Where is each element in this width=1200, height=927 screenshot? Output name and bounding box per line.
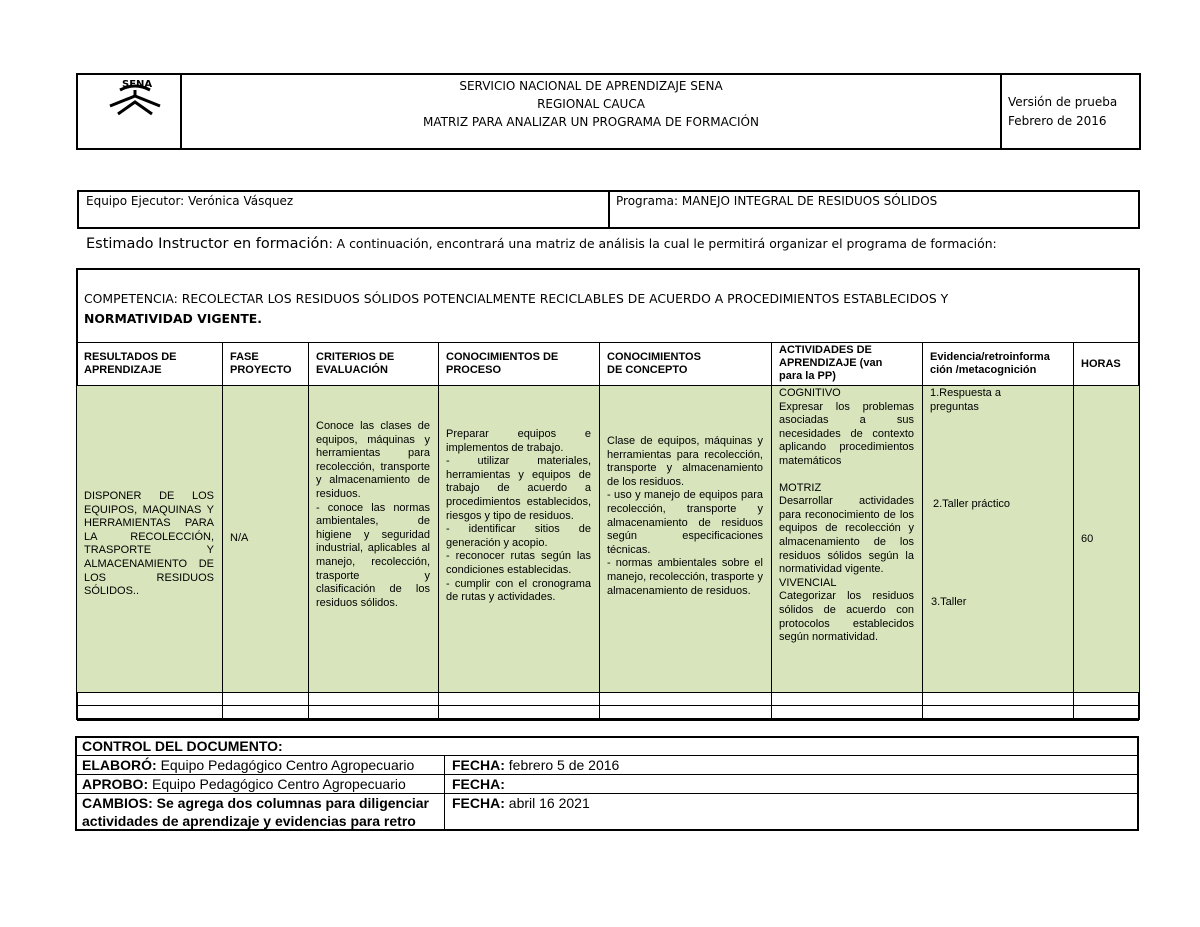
header-divider-right	[1000, 73, 1002, 150]
criterio-1: Conoce las clases de equipos, máquinas y herramientas para recolección, transporte y almacenamiento de residuos.	[316, 420, 430, 500]
cell-proceso	[446, 428, 591, 605]
col-header-fase: FASE PROYECTO	[230, 351, 292, 376]
cambios-line-1: Se agrega dos columnas para diligenciar	[156, 795, 429, 811]
col-header-resultados: RESULTADOS DE APRENDIZAJE	[84, 351, 177, 376]
version-label: Versión de prueba	[1008, 95, 1118, 109]
elaboro-value: Equipo Pedagógico Centro Agropecuario	[160, 757, 415, 773]
aprobo-label: APROBO:	[82, 776, 149, 792]
fecha-2-row	[452, 775, 505, 793]
aprobo-value: Equipo Pedagógico Centro Agropecuario	[152, 776, 406, 792]
col-divider-3	[438, 342, 439, 720]
act-motriz-text: Desarrollar actividades para reconocimiento de los equipos de recolección y almacenamiento de los residuos sólidos según la normatividad vigente.	[779, 495, 914, 576]
competencia-line-2: NORMATIVIDAD VIGENTE.	[84, 311, 262, 326]
fecha-1-label: FECHA:	[452, 757, 505, 773]
cell-actividades	[779, 387, 914, 645]
cell-criterios	[316, 420, 430, 610]
evidencia-3: 3.Taller	[931, 596, 967, 608]
proceso-5: - cumplir con el cronograma de rutas y actividades.	[446, 577, 591, 604]
concepto-3: - normas ambientales sobre el manejo, recolección, trasporte y almacenamiento de residuos.	[607, 557, 763, 597]
control-divider	[444, 755, 445, 830]
header-title-block	[182, 77, 1000, 131]
fecha-1-value: febrero 5 de 2016	[508, 757, 620, 773]
table-end-line	[77, 720, 1139, 721]
proceso-1: Preparar equipos e implementos de trabajo.	[446, 428, 591, 454]
fecha-1-row	[452, 756, 619, 774]
version-date: Febrero de 2016	[1008, 114, 1107, 128]
competencia-line-1: COMPETENCIA: RECOLECTAR LOS RESIDUOS SÓLIDOS POTENCIALMENTE RECICLABLES DE ACUERDO A PROCEDIMIENTOS ESTABLECIDOS Y	[84, 291, 949, 306]
cell-concepto	[607, 435, 763, 598]
header-line-1: SERVICIO NACIONAL DE APRENDIZAJE SENA	[459, 79, 723, 93]
criterio-2: - conoce las normas ambientales, de higiene y seguridad industrial, aplicables al manejo, recolección, trasporte y clasificación de los residuos sólidos.	[316, 501, 430, 609]
col-header-actividades: ACTIVIDADES DE APRENDIZAJE (van para la PP)	[779, 344, 883, 382]
aprobo-row	[82, 775, 406, 793]
cell-resultado: DISPONER DE LOS EQUIPOS, MAQUINAS Y HERRAMIENTAS PARA LA RECOLECCIÓN, TRASPORTE Y ALMACENAMIENTO DE LOS RESIDUOS SÓLIDOS..	[84, 490, 214, 598]
col-divider-2	[308, 342, 309, 720]
col-divider-7	[1073, 342, 1074, 720]
col-divider-5	[771, 342, 772, 720]
equipo-ejecutor	[86, 194, 293, 208]
proceso-4: - reconocer rutas según las condiciones establecidas.	[446, 550, 591, 576]
col-divider-1	[222, 342, 223, 720]
equipo-value: Verónica Vásquez	[188, 194, 294, 208]
cell-horas: 60	[1081, 533, 1094, 545]
header-line-3: MATRIZ PARA ANALIZAR UN PROGRAMA DE FORMACIÓN	[423, 115, 759, 129]
evidencia-2: 2.Taller práctico	[933, 498, 1011, 510]
fecha-3-row	[452, 794, 590, 812]
fecha-3-label: FECHA:	[452, 795, 505, 811]
cell-fase: N/A	[230, 532, 249, 544]
cambios-line-2: actividades de aprendizaje y evidencias para retro	[82, 813, 416, 829]
competencia-text	[84, 289, 948, 329]
header-line-2: REGIONAL CAUCA	[537, 97, 645, 111]
proceso-2: - utilizar materiales, herramientas y equipos de trabajo de acuerdo a procedimientos establecidos, riesgos y tipo de residuos.	[446, 455, 591, 522]
col-divider-6	[922, 342, 923, 720]
header-row-top	[77, 342, 1139, 343]
fecha-3-value: abril 16 2021	[508, 795, 590, 811]
col-header-concepto: CONOCIMIENTOS DE CONCEPTO	[607, 351, 701, 376]
cambios-row	[82, 794, 429, 830]
programa-value: MANEJO INTEGRAL DE RESIDUOS SÓLIDOS	[681, 194, 938, 208]
intro-label: Estimado Instructor en formación	[86, 236, 329, 252]
cambios-label: CAMBIOS:	[82, 795, 153, 811]
col-header-horas: HORAS	[1081, 358, 1121, 370]
act-vivencial-title: VIVENCIAL	[779, 576, 837, 589]
col-header-criterios: CRITERIOS DE EVALUACIÓN	[316, 351, 395, 376]
elaboro-label: ELABORÓ:	[82, 757, 157, 773]
act-cognitivo-text: Expresar los problemas asociadas a sus necesidades de contexto aplicando procedimientos matemáticos	[779, 400, 914, 467]
act-vivencial-text: Categorizar los residuos sólidos de acuerdo con protocolos establecidos según normatividad.	[779, 590, 914, 644]
intro-text	[86, 233, 997, 252]
intro-body: : A continuación, encontrará una matriz de análisis la cual le permitirá organizar el programa de formación:	[328, 236, 997, 251]
sena-logo	[100, 76, 170, 118]
programa-label: Programa:	[616, 194, 679, 208]
info-divider	[608, 190, 610, 229]
equipo-label: Equipo Ejecutor:	[86, 194, 185, 208]
logo-wordmark: SENA	[122, 79, 153, 90]
control-title: CONTROL DEL DOCUMENTO:	[82, 738, 283, 754]
elaboro-row	[82, 756, 414, 774]
programa	[616, 194, 937, 208]
evidencia-1: 1.Respuesta a preguntas	[930, 387, 1001, 413]
body-bottom-line	[77, 692, 1139, 693]
empty-row-line	[77, 705, 1139, 706]
act-motriz-title: MOTRIZ	[779, 481, 822, 494]
col-header-evidencia: Evidencia/retroinforma ción /metacognición	[930, 351, 1050, 376]
proceso-3: - identificar sitios de generación y acopio.	[446, 523, 591, 549]
col-divider-4	[599, 342, 600, 720]
fecha-2-label: FECHA:	[452, 776, 505, 792]
concepto-1: Clase de equipos, máquinas y herramientas para recolección, transporte y almacenamiento de los residuos.	[607, 435, 763, 488]
act-cognitivo-title: COGNITIVO	[779, 387, 841, 399]
header-version-block	[1008, 93, 1138, 131]
concepto-2: - uso y manejo de equipos para recolección, transporte y almacenamiento de residuos según especificaciones técnicas.	[607, 489, 763, 556]
col-header-proceso: CONOCIMIENTOS DE PROCESO	[446, 351, 559, 376]
